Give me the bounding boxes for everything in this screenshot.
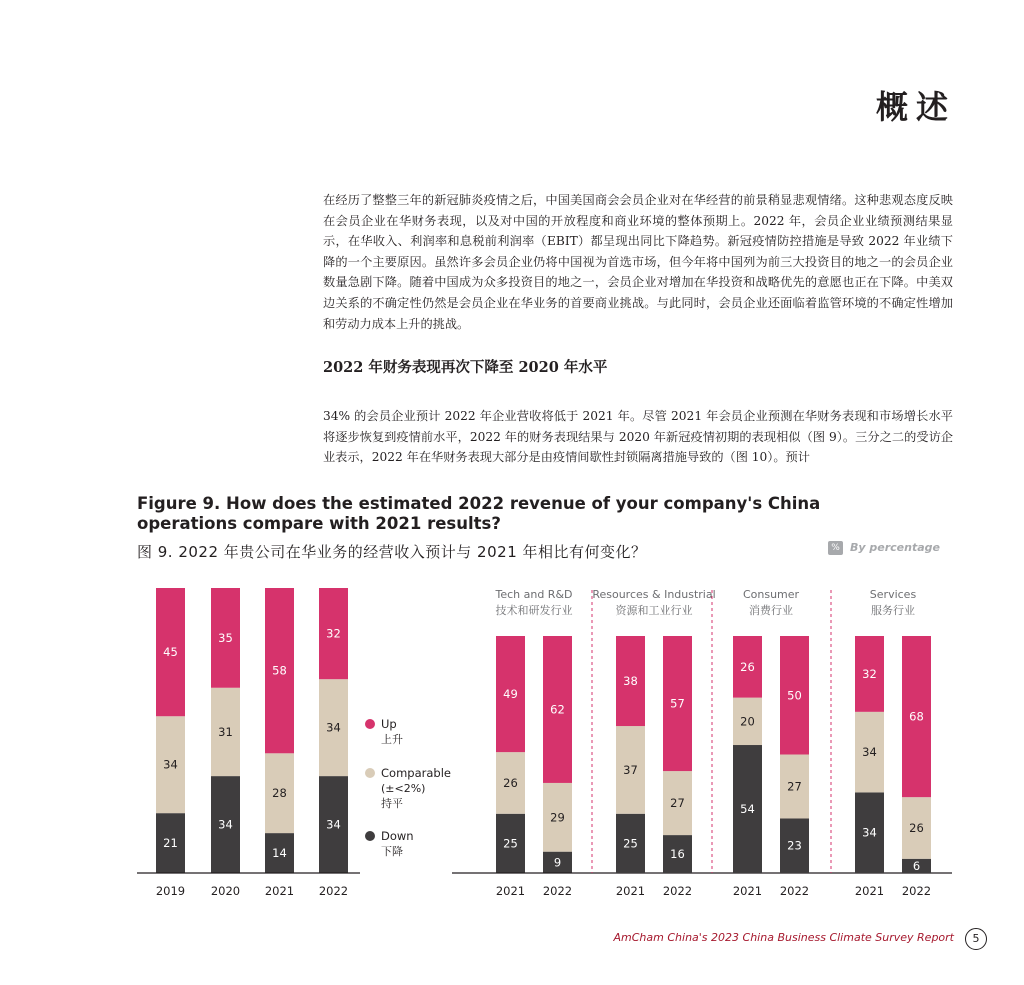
page-title: 概述: [875, 88, 956, 126]
data-label: 31: [218, 724, 233, 739]
group-title-zh: 技术和研发行业: [495, 604, 573, 617]
x-tick-label: 2021: [732, 884, 763, 898]
data-label: 27: [787, 779, 802, 794]
data-label: 54: [740, 802, 755, 817]
data-label: 26: [503, 775, 518, 790]
data-label: 34: [326, 720, 341, 735]
x-tick-label: 2019: [155, 884, 186, 898]
footer-report-title: AmCham China's 2023 China Business Climate Survey Report: [613, 931, 954, 944]
legend-swatch-up: [365, 719, 375, 729]
page-number: 5: [965, 928, 987, 950]
data-label: 58: [272, 663, 287, 678]
group-title-en: Services: [869, 588, 917, 601]
data-label: 32: [326, 626, 341, 641]
x-tick-label: 2021: [854, 884, 885, 898]
x-tick-label: 2022: [318, 884, 349, 898]
data-label: 34: [163, 757, 178, 772]
legend-swatch-down: [365, 831, 375, 841]
section-text: 34% 的会员企业预计 2022 年企业营收将低于 2021 年。尽管 2021 年会员企业预测在华财务表现和市场增长水平将逐步恢复到疫情前水平，2022 年的财务表现结果与 2020 年新冠疫情初期的表现相似（图 9）。三分之二的受访企业表示，2022 年在华财务表现大部分是由疫情间歇性封锁隔离措施导致的（图 10）。预计: [323, 409, 953, 465]
group-title-zh: 服务行业: [871, 604, 915, 617]
data-label: 20: [740, 714, 755, 729]
data-label: 68: [909, 709, 924, 724]
data-label: 6: [912, 858, 921, 873]
legend-label-zh: 下降: [381, 845, 403, 858]
legend-label-en: Comparable: [381, 766, 451, 780]
data-label: 26: [740, 659, 755, 674]
x-tick-label: 2022: [779, 884, 810, 898]
data-label: 37: [623, 762, 638, 777]
x-tick-label: 2021: [264, 884, 295, 898]
group-title-en: Consumer: [742, 588, 800, 601]
data-label: 50: [787, 688, 802, 703]
data-label: 57: [670, 696, 685, 711]
legend-label-en: Up: [381, 717, 397, 731]
x-tick-label: 2021: [615, 884, 646, 898]
data-label: 38: [623, 674, 638, 689]
group-title-zh: 资源和工业行业: [615, 604, 693, 617]
data-label: 28: [272, 786, 287, 801]
intro-text: 在经历了整整三年的新冠肺炎疫情之后，中国美国商会会员企业对在华经营的前景稍显悲观情绪。这种悲观态度反映在会员企业在华财务表现，以及对中国的开放程度和商业环境的整体预期上。2022 年，会员企业业绩预测结果显示，在华收入、利润率和息税前利润率（EBIT）都呈现出同比下降趋势。新冠疫情防控措施是导致 2022 年业绩下降的一个主要原因。虽然许多会员企业仍将中国视为首选市场，但今年将中国列为前三大投资目的地之一的会员企业数量急剧下降。随着中国成为众多投资目的地之一，会员企业对增加在华投资和战略优先的意愿也正在下降。中美双边关系的不确定性仍然是会员企业在华业务的首要商业挑战。与此同时，会员企业还面临着监管环境的不确定性增加和劳动力成本上升的挑战。: [323, 193, 953, 331]
data-label: 16: [670, 847, 685, 862]
x-tick-label: 2022: [901, 884, 932, 898]
data-label: 26: [909, 820, 924, 835]
legend-label-zh: 上升: [381, 733, 403, 746]
data-label: 32: [862, 666, 877, 681]
legend-swatch-comparable: [365, 768, 375, 778]
data-label: 27: [670, 796, 685, 811]
data-label: 23: [787, 838, 802, 853]
data-label: 34: [326, 817, 341, 832]
legend-label-sub: (±<2%): [381, 782, 426, 795]
data-label: 9: [553, 855, 562, 870]
figure-title-en: Figure 9. How does the estimated 2022 revenue of your company's China operations compare with 2021 results?: [137, 494, 821, 533]
x-tick-label: 2021: [495, 884, 526, 898]
data-label: 62: [550, 702, 565, 717]
section-heading: 2022 年财务表现再次下降至 2020 年水平: [323, 359, 608, 376]
data-label: 25: [503, 836, 518, 851]
x-tick-label: 2022: [542, 884, 573, 898]
figure-title-zh: 图 9. 2022 年贵公司在华业务的经营收入预计与 2021 年相比有何变化？: [137, 543, 647, 561]
data-label: 35: [218, 630, 233, 645]
percentage-icon: %: [828, 541, 843, 555]
legend-label-en: Down: [381, 829, 414, 843]
percentage-label: By percentage: [850, 541, 940, 554]
data-label: 45: [163, 645, 178, 660]
data-label: 49: [503, 687, 518, 702]
data-label: 34: [862, 745, 877, 760]
data-label: 34: [862, 825, 877, 840]
data-label: 21: [163, 836, 178, 851]
group-title-en: Resources & Industrial: [592, 588, 716, 601]
x-tick-label: 2022: [662, 884, 693, 898]
legend-label-zh: 持平: [381, 797, 403, 810]
data-label: 29: [550, 810, 565, 825]
group-title-en: Tech and R&D: [495, 588, 573, 601]
x-tick-label: 2020: [210, 884, 241, 898]
data-label: 34: [218, 817, 233, 832]
group-title-zh: 消费行业: [749, 604, 793, 617]
data-label: 25: [623, 836, 638, 851]
data-label: 14: [272, 846, 287, 861]
